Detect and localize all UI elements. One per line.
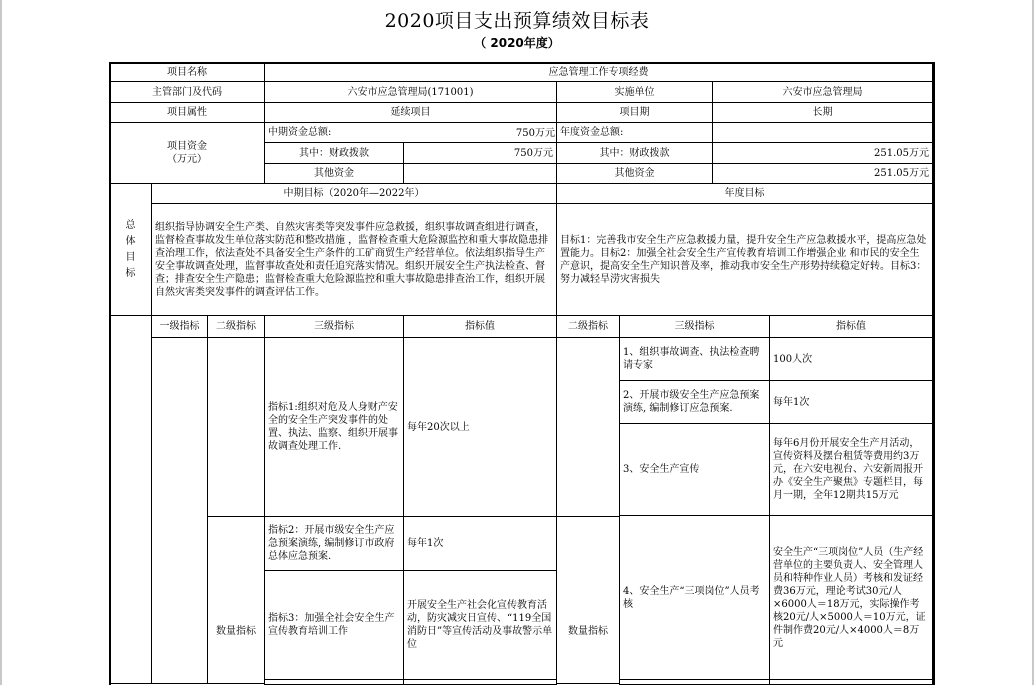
mid-total-value: 750万元 xyxy=(515,128,555,139)
header-level2-left: 二级指标 xyxy=(207,315,265,338)
indicator-row-value xyxy=(769,380,933,424)
dept-value: 六安市应急管理局(171001) xyxy=(264,81,557,103)
indicator-row-value xyxy=(769,337,933,381)
impl-unit-value: 六安市应急管理局 xyxy=(712,81,933,103)
indicator-row-value xyxy=(769,515,933,680)
table-border-left xyxy=(109,62,111,685)
indicator-row xyxy=(264,570,404,680)
level1-cell xyxy=(151,337,208,684)
annual-goal-text: 目标1：完善我市安全生产应急救援力量，提升安全生产应急救援水平，提高应急处置能力。目标2：加强全社会安全生产宣传教育培训工作增强企业 和市民的安全生产意识，提高安全生产知识普及率，推动我市安全生产形势持续稳定好转。目标3：努力减轻旱涝灾害损失 xyxy=(560,234,927,285)
header-value-left: 指标值 xyxy=(403,315,557,338)
right-indicator-1-value: 100人次 xyxy=(773,353,813,365)
project-funds-label: 项目资金 （万元） xyxy=(109,122,265,184)
indicator-3-value: 开展安全生产社会化宣传教育活动，防灾减灾日宣传、“119全国消防日”等宣传活动及事故警示单位 xyxy=(407,600,553,650)
indicator-1-value: 每年20次以上 xyxy=(407,421,470,433)
header-level2-right: 二级指标 xyxy=(556,315,620,338)
right-indicator-row-next-value xyxy=(769,679,933,685)
header-level3-right: 三级指标 xyxy=(619,315,770,338)
overall-goal-label xyxy=(109,183,152,316)
right-indicator-3-name: 3、安全生产宣传 xyxy=(623,464,700,475)
indicator-row-next xyxy=(264,679,404,685)
indicator-row-value xyxy=(403,570,557,680)
header-value-right: 指标值 xyxy=(769,315,933,338)
project-period-label: 项目期 xyxy=(556,102,713,123)
project-period-value: 长期 xyxy=(712,102,933,123)
indicator-row xyxy=(264,516,404,571)
level2-left-upper xyxy=(207,337,265,517)
document-subtitle: （ 2020年度） xyxy=(474,36,560,50)
page-edge-left xyxy=(0,0,2,685)
indicator-side-cell xyxy=(109,315,152,684)
dept-label: 主管部门及代码 xyxy=(109,81,265,103)
right-indicator-4-name: 4、安全生产“三项岗位”人员考核 xyxy=(623,585,760,610)
other-funds-value xyxy=(403,163,557,184)
annual-other-label: 其他资金 xyxy=(556,163,713,184)
right-indicator-3-value: 每年6月份开展安全生产月活动，宣传资料及摆台租赁等费用约3万元，在六安电视台、六安新周报开办《安全生产聚焦》专题栏目，每月一期，全年12期共15万元 xyxy=(773,438,923,501)
mid-total-label: 中期资金总额: xyxy=(264,122,557,143)
indicator-row xyxy=(619,337,770,381)
right-indicator-row-next xyxy=(619,679,770,685)
table-border-top xyxy=(109,62,934,64)
document-title: 2020项目支出预算绩效目标表 xyxy=(384,10,650,32)
indicator-row xyxy=(264,337,404,517)
fiscal-label: 其中：财政拨款 xyxy=(264,142,404,164)
annual-fiscal-value: 251.05万元 xyxy=(712,142,933,164)
indicator-row-value xyxy=(403,337,557,517)
impl-unit-label: 实施单位 xyxy=(556,81,713,103)
project-attr-label: 项目属性 xyxy=(109,102,265,123)
indicator-row xyxy=(619,380,770,424)
indicator-2-name: 指标2：开展市级安全生产应急预案演练, 编制修订市政府总体应急预案. xyxy=(268,525,395,562)
mid-goal-header: 中期目标（2020年—2022年） xyxy=(151,183,557,204)
annual-goal-header: 年度目标 xyxy=(556,183,933,204)
level2-left-quantity xyxy=(207,516,265,684)
mid-goal-content xyxy=(151,203,557,316)
level2-right-text: 数量指标 xyxy=(568,626,608,637)
indicator-2-value: 每年1次 xyxy=(407,538,444,549)
indicator-row-value xyxy=(769,423,933,516)
level2-right-quantity xyxy=(556,516,620,684)
other-funds-label: 其他资金 xyxy=(264,163,404,184)
right-indicator-2-value: 每年1次 xyxy=(773,396,810,408)
project-attr-value: 延续项目 xyxy=(264,102,557,123)
indicator-row-next-value xyxy=(403,679,557,685)
level2-left-text: 数量指标 xyxy=(216,626,256,637)
right-indicator-2-name: 2、开展市级安全生产应急预案演练, 编制修订应急预案. xyxy=(623,390,760,414)
mid-goal-text: 组织指导协调安全生产类、自然灾害类等突发事件应急救援，组织事故调查组进行调查，监督检查事故发生单位落实防范和整改措施 ，监督检查重大危险源监控和重大事故隐患排查治理工作，依法查处不具备安全生产条件的工矿商贸生产经营单位。依法组织指导生产安全事故调查处理，监督事故查处和责任追究落实情况。组织开展安全生产执法检查、督查；排查安全生产隐患；监督检查重大危险源监控和重大事故隐患排查治工作，组织开展自然灾害类突发事件的调查评估工作。 xyxy=(155,221,549,298)
indicator-1-name: 指标1:组织对危及人身财产安全的安全生产突发事件的处置、执法、监察、组织开展事故调查处理工作. xyxy=(268,402,398,452)
fiscal-value: 750万元 xyxy=(403,142,557,164)
annual-fiscal-label: 其中：财政拨款 xyxy=(556,142,713,164)
annual-goal-content xyxy=(556,203,933,316)
right-indicator-1-name: 1、组织事故调查、执法检查聘请专家 xyxy=(623,347,760,371)
annual-total-value xyxy=(712,122,933,143)
indicator-3-name: 指标3：加强全社会安全生产宣传教育培训工作 xyxy=(268,613,395,637)
annual-total-label: 年度资金总额: xyxy=(556,122,713,143)
indicator-row-value xyxy=(403,516,557,571)
level2-right-upper xyxy=(556,337,620,517)
indicator-row xyxy=(619,423,770,516)
header-level3-left: 三级指标 xyxy=(264,315,404,338)
table-border-right xyxy=(933,62,935,685)
overall-goal-text: 总体目标 xyxy=(125,219,136,279)
header-level1: 一级指标 xyxy=(151,315,208,338)
right-indicator-4-value: 安全生产“三项岗位”人员（生产经营单位的主要负责人、安全管理人员和特种作业人员）考核和发证经费36万元，理论考试30元/人×6000人＝18万元，实际操作考核20元/人×5000人＝10万元，证件制作费20元/人×4000人＝8万元 xyxy=(773,546,926,649)
indicator-row xyxy=(619,515,770,680)
project-name-value: 应急管理工作专项经费 xyxy=(264,62,933,82)
project-name-label: 项目名称 xyxy=(109,62,265,82)
annual-other-value: 251.05万元 xyxy=(712,163,933,184)
